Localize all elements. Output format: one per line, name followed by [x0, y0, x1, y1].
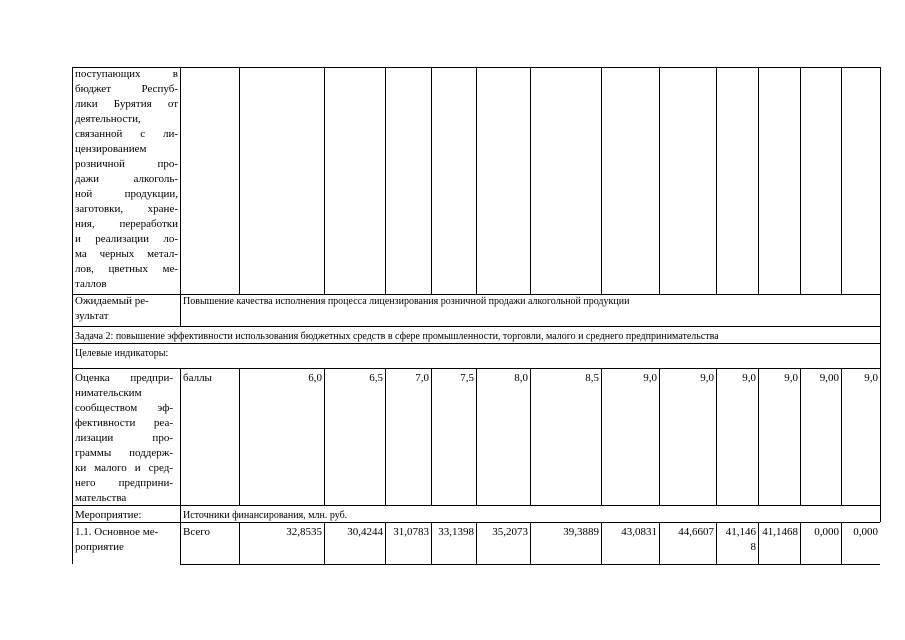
indicator-value-cell: 9,0 — [784, 372, 798, 384]
column-divider — [530, 67, 531, 294]
column-divider — [324, 67, 325, 294]
indicator-value-cell: 8,5 — [585, 372, 599, 384]
column-divider — [431, 67, 432, 294]
main-measure-value-cell: 0,000 — [814, 526, 839, 538]
indicator-value-cell: 7,5 — [460, 372, 474, 384]
indicator-name-line: связанной с ли- — [75, 128, 178, 140]
indicator-value-cell: 7,0 — [415, 372, 429, 384]
target-indicators-heading: Целевые индикаторы: — [75, 348, 169, 359]
column-divider — [841, 368, 842, 505]
column-divider — [385, 67, 386, 294]
column-divider — [476, 67, 477, 294]
main-measure-value-cell: 41,146 8 — [716, 525, 756, 555]
main-measure-value-cell: 0,000 — [853, 526, 878, 538]
expected-result-label: Ожидаемый ре- зультат — [75, 295, 149, 322]
indicator-name-line: розничной про- — [75, 158, 178, 170]
main-measure-value-cell: 31,0783 — [393, 526, 429, 538]
column-divider — [431, 368, 432, 505]
main-measure-value-cell: 39,3889 — [563, 526, 599, 538]
main-measure-value-cell: 33,1398 — [438, 526, 474, 538]
indicator-name-line: деятельности, — [75, 113, 141, 125]
column-divider — [758, 368, 759, 505]
column-divider — [385, 368, 386, 505]
indicator-value-cell: 6,0 — [308, 372, 322, 384]
indicator-name-line: ной продукции, — [75, 188, 178, 200]
indicator-name-line: таллов — [75, 278, 107, 290]
indicator-value-cell: 6,5 — [369, 372, 383, 384]
indicator-value-cell: 9,0 — [742, 372, 756, 384]
column-divider — [841, 67, 842, 294]
indicator-label-line: Оценка предпри- — [75, 372, 173, 384]
task-2-heading: Задача 2: повышение эффективности использования бюджетных средств в сфере промышленности, торговли, малого и среднего предпринимательства — [75, 331, 719, 342]
indicator-label-line: лизации про- — [75, 432, 173, 444]
row-divider-bottom — [180, 564, 880, 565]
main-measure-value-cell: 43,0831 — [621, 526, 657, 538]
indicator-name-line: цензированием — [75, 143, 147, 155]
indicator-name-line: заготовки, хране- — [75, 203, 178, 215]
table-border-left — [72, 67, 73, 564]
column-divider — [239, 368, 240, 505]
indicator-label-line: мательства — [75, 492, 127, 504]
indicator-value-cell: 9,00 — [819, 372, 839, 384]
funding-sources-text: Источники финансирования, млн. руб. — [183, 510, 348, 521]
column-divider — [239, 67, 240, 294]
measure-label: Мероприятие: — [75, 509, 142, 521]
row-divider — [72, 505, 880, 506]
column-divider — [659, 368, 660, 505]
indicator-label-line: ки малого и сред- — [75, 462, 173, 474]
indicator-name-line: дажи алкоголь- — [75, 173, 178, 185]
indicator-value-cell: 9,0 — [864, 372, 878, 384]
column-divider — [659, 67, 660, 294]
indicator-name-line: бюджет Респуб- — [75, 83, 178, 95]
main-measure-value-cell: 44,6607 — [678, 526, 714, 538]
indicator-label-line: фективности реа- — [75, 417, 173, 429]
indicator-name-line: поступающих в — [75, 68, 178, 80]
column-divider — [601, 368, 602, 505]
column-divider — [530, 368, 531, 505]
column-divider — [476, 368, 477, 505]
indicator-name-line: лики Бурятия от — [75, 98, 178, 110]
column-divider — [716, 368, 717, 505]
indicator-label-line: сообществом эф- — [75, 402, 173, 414]
main-measure-unit: Всего — [183, 526, 210, 538]
indicator-name-line: ма черных метал- — [75, 248, 178, 260]
indicator-label-line: него предприни- — [75, 477, 173, 489]
column-divider — [180, 368, 181, 564]
indicator-value-cell: 9,0 — [700, 372, 714, 384]
column-divider — [716, 67, 717, 294]
column-divider — [800, 67, 801, 294]
indicator-name-cell — [75, 67, 178, 292]
column-divider — [800, 368, 801, 505]
indicator-unit: баллы — [183, 372, 212, 384]
indicator-label-line: граммы поддерж- — [75, 447, 173, 459]
row-divider — [72, 326, 880, 327]
main-measure-value-cell: 30,4244 — [347, 526, 383, 538]
table-border-right — [880, 67, 881, 522]
indicator-value-cell: 9,0 — [643, 372, 657, 384]
main-measure-value-cell: 41,1468 — [762, 526, 798, 538]
indicator-name-line: и реализации ло- — [75, 233, 178, 245]
main-measure-label: 1.1. Основное ме- роприятие — [75, 526, 159, 553]
main-measure-value-cell: 32,8535 — [286, 526, 322, 538]
indicator-name-line: лов, цветных ме- — [75, 263, 178, 275]
column-divider — [180, 67, 181, 326]
indicator-label-cell — [75, 371, 173, 506]
main-measure-value-cell: 35,2073 — [492, 526, 528, 538]
main-measure-value-wrap: 8 — [750, 541, 756, 553]
indicator-name-line: ния, переработки — [75, 218, 178, 230]
column-divider — [758, 67, 759, 294]
column-divider — [601, 67, 602, 294]
indicator-label-line: нимательским — [75, 387, 142, 399]
indicator-value-cell: 8,0 — [514, 372, 528, 384]
column-divider — [324, 368, 325, 505]
expected-result-text: Повышение качества исполнения процесса лицензирования розничной продажи алкогольной продукции — [183, 296, 630, 307]
